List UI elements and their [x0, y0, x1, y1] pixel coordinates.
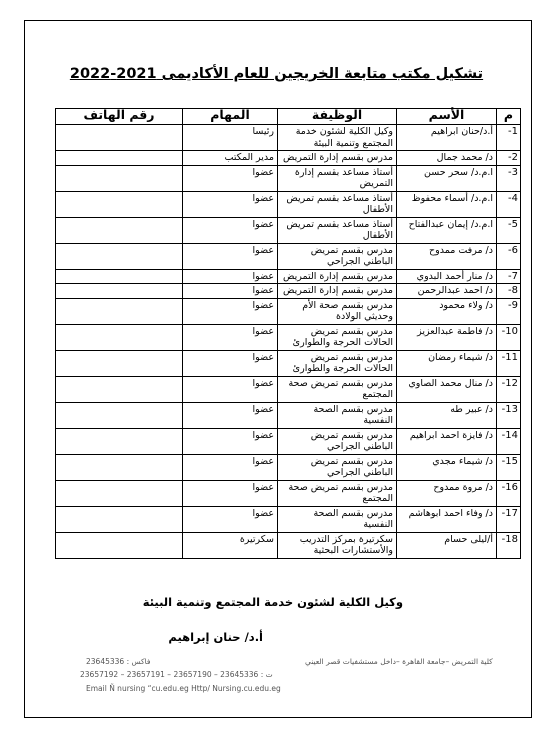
row-phone [56, 165, 183, 191]
contact-address: كلية التمريض –جامعة القاهرة –داخل مستشفيات قصر العيني [305, 657, 493, 666]
row-role: عضوا [183, 350, 278, 376]
table-row [56, 402, 521, 428]
row-job: أستاذ مساعد بقسم تمريض الأطفال [278, 191, 397, 217]
table-row [56, 191, 521, 217]
table-row [56, 350, 521, 376]
row-number: 3- [497, 165, 521, 191]
table-row [56, 243, 521, 269]
row-phone [56, 125, 183, 151]
row-role: عضوا [183, 191, 278, 217]
table-row [56, 284, 521, 299]
table-row [56, 125, 521, 151]
row-role: عضوا [183, 284, 278, 299]
row-role: عضوا [183, 269, 278, 284]
row-phone [56, 506, 183, 532]
header-phone: رقم الهاتف [56, 109, 183, 125]
row-job: مدرس بقسم إدارة التمريض [278, 269, 397, 284]
committee-table [55, 108, 521, 559]
row-name: د/ شيماء رمضان [397, 350, 497, 376]
row-number: 4- [497, 191, 521, 217]
row-name: د/ شيماء مجدي [397, 454, 497, 480]
row-job: مدرس بقسم إدارة التمريض [278, 151, 397, 166]
row-phone [56, 402, 183, 428]
row-phone [56, 480, 183, 506]
row-phone [56, 428, 183, 454]
table-row [56, 269, 521, 284]
row-job: مدرس بقسم تمريض الحالات الحرجة والطوارئ [278, 350, 397, 376]
row-job: مدرس بقسم الصحة النفسية [278, 402, 397, 428]
header-role: المهام [183, 109, 278, 125]
row-role: عضوا [183, 217, 278, 243]
row-number: 15- [497, 454, 521, 480]
table-row [56, 480, 521, 506]
row-job: مدرس بقسم تمريض الباطني الجراحي [278, 428, 397, 454]
row-phone [56, 350, 183, 376]
row-name: د/ وفاء احمد ابوهاشم [397, 506, 497, 532]
row-name: ا.م.د/ إيمان عبدالفتاح [397, 217, 497, 243]
table-row [56, 324, 521, 350]
table-row [56, 428, 521, 454]
contact-phones: ت : 23645336 – 23657190 – 23657191 – 23657192 [80, 670, 273, 679]
signatory-title: وكيل الكلية لشئون خدمة المجتمع وتنمية البيئة [142, 595, 403, 609]
row-phone [56, 191, 183, 217]
row-role: سكرتيرة [183, 532, 278, 558]
table-row [56, 151, 521, 166]
table-row [56, 376, 521, 402]
signatory-name: أ.د/ حنان إبراهيم [168, 630, 263, 644]
row-name: د/ محمد جمال [397, 151, 497, 166]
row-role: عضوا [183, 402, 278, 428]
row-number: 12- [497, 376, 521, 402]
row-role: عضوا [183, 376, 278, 402]
row-name: أ/ليلى حسام [397, 532, 497, 558]
row-role: عضوا [183, 428, 278, 454]
row-role: عضوا [183, 243, 278, 269]
row-phone [56, 243, 183, 269]
row-job: مدرس بقسم تمريض الباطني الجراحي [278, 243, 397, 269]
row-job: مدرس بقسم صحة الأم وحديثي الولادة [278, 298, 397, 324]
row-job: أستاذ مساعد بقسم تمريض الأطفال [278, 217, 397, 243]
row-number: 18- [497, 532, 521, 558]
row-number: 11- [497, 350, 521, 376]
row-job: مدرس بقسم تمريض الحالات الحرجة والطوارئ [278, 324, 397, 350]
row-name: أ.د/حنان ابراهيم [397, 125, 497, 151]
header-name: الأسم [397, 109, 497, 125]
header-job: الوظيفة [278, 109, 397, 125]
row-number: 14- [497, 428, 521, 454]
row-job: مدرس بقسم تمريض الباطني الجراحي [278, 454, 397, 480]
row-phone [56, 269, 183, 284]
row-role: عضوا [183, 324, 278, 350]
row-number: 5- [497, 217, 521, 243]
page-title: تشكيل مكتب متابعة الخريجين للعام الأكاديمى 2021-2022 [69, 66, 484, 82]
row-name: ا.م.د/ سحر حسن [397, 165, 497, 191]
row-phone [56, 217, 183, 243]
row-name: ا.م.د/ أسماء محفوظ [397, 191, 497, 217]
row-number: 7- [497, 269, 521, 284]
row-phone [56, 151, 183, 166]
row-number: 9- [497, 298, 521, 324]
row-job: أستاذ مساعد بقسم إدارة التمريض [278, 165, 397, 191]
row-job: مدرس بقسم تمريض صحة المجتمع [278, 480, 397, 506]
table-row [56, 454, 521, 480]
row-job: مدرس بقسم تمريض صحة المجتمع [278, 376, 397, 402]
row-phone [56, 376, 183, 402]
row-role: عضوا [183, 506, 278, 532]
row-role: رئيسا [183, 125, 278, 151]
row-number: 13- [497, 402, 521, 428]
row-phone [56, 298, 183, 324]
row-name: د/ منار أحمد البدوي [397, 269, 497, 284]
row-phone [56, 284, 183, 299]
row-number: 6- [497, 243, 521, 269]
row-name: د/ منال محمد الصاوي [397, 376, 497, 402]
table-row [56, 217, 521, 243]
table-row [56, 165, 521, 191]
row-job: مدرس بقسم الصحة النفسية [278, 506, 397, 532]
table-row [56, 506, 521, 532]
row-role: عضوا [183, 480, 278, 506]
row-number: 17- [497, 506, 521, 532]
row-phone [56, 324, 183, 350]
row-name: د/ ولاء محمود [397, 298, 497, 324]
row-number: 1- [497, 125, 521, 151]
row-number: 16- [497, 480, 521, 506]
contact-email: Email Ñ nursing “cu.edu.eg Http/ Nursing.cu.edu.eg [86, 684, 281, 693]
row-number: 2- [497, 151, 521, 166]
row-role: عضوا [183, 298, 278, 324]
row-name: د/ فاطمة عبدالعزيز [397, 324, 497, 350]
row-name: د/ مروة ممدوح [397, 480, 497, 506]
row-role: عضوا [183, 454, 278, 480]
contact-fax: فاكس : 23645336 [86, 657, 151, 666]
row-phone [56, 454, 183, 480]
row-role: مدير المكتب [183, 151, 278, 166]
table-row [56, 532, 521, 558]
header-num: م [497, 109, 521, 125]
table-row [56, 298, 521, 324]
row-number: 8- [497, 284, 521, 299]
row-number: 10- [497, 324, 521, 350]
row-name: د/ عبير طه [397, 402, 497, 428]
row-name: د/ مرفت ممدوح [397, 243, 497, 269]
row-job: مدرس بقسم إدارة التمريض [278, 284, 397, 299]
row-name: د/ احمد عبدالرحمن [397, 284, 497, 299]
row-job: سكرتيرة بمركز التدريب والأستشارات البحثية [278, 532, 397, 558]
row-name: د/ فايزة احمد ابراهيم [397, 428, 497, 454]
row-role: عضوا [183, 165, 278, 191]
row-phone [56, 532, 183, 558]
row-job: وكيل الكلية لشئون خدمة المجتمع وتنمية البيئة [278, 125, 397, 151]
table-header-row [56, 109, 521, 125]
